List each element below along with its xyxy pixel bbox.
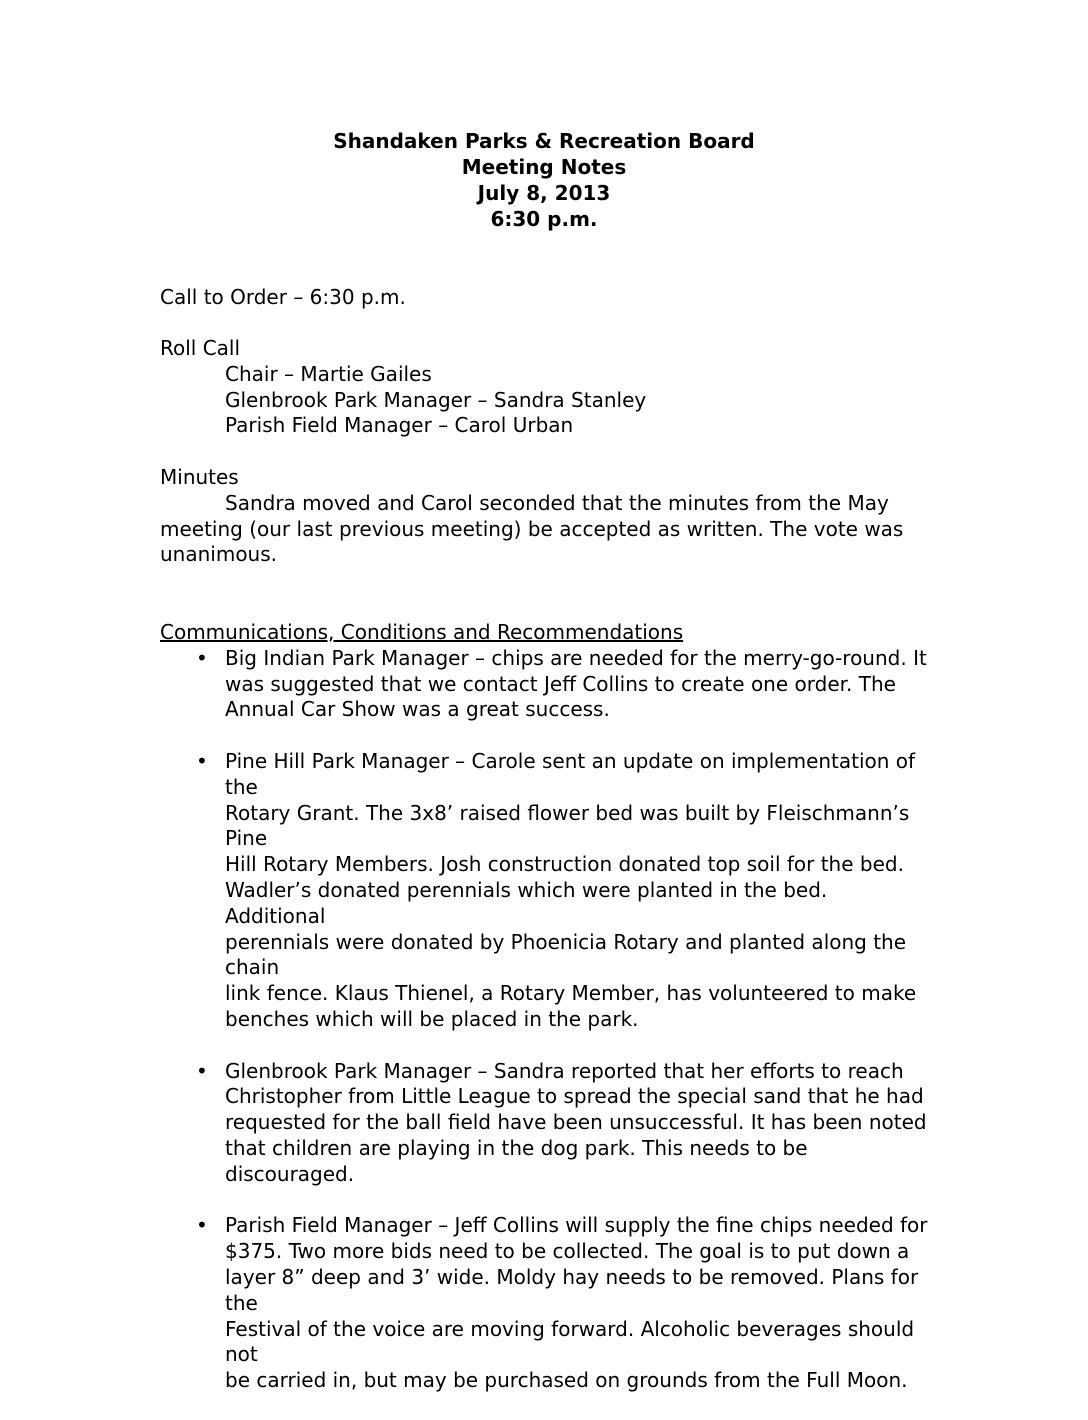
list-item	[160, 749, 930, 1033]
item-line: link fence. Klaus Thienel, a Rotary Member, has volunteered to make	[225, 981, 917, 1006]
minutes-section	[160, 465, 930, 568]
minutes-line: Sandra moved and Carol seconded that the minutes from the May	[225, 490, 889, 515]
document-title	[0, 128, 1088, 232]
minutes-line: meeting (our last previous meeting) be accepted as written. The vote was	[160, 516, 904, 541]
item-line: be carried in, but may be purchased on grounds from the Full Moon.	[225, 1368, 908, 1393]
communications-list	[160, 646, 930, 1394]
item-line: benches which will be placed in the park.	[225, 1006, 639, 1031]
minutes-heading: Minutes	[160, 465, 239, 489]
title-line-4: 6:30 p.m.	[490, 207, 598, 231]
item-line: was suggested that we contact Jeff Collins to create one order. The	[225, 671, 896, 696]
item-line: Christopher from Little League to spread the special sand that he had	[225, 1084, 924, 1109]
list-item	[160, 1059, 930, 1188]
bullet-icon: •	[196, 1058, 208, 1083]
item-line: Annual Car Show was a great success.	[225, 697, 610, 722]
item-line: Hill Rotary Members. Josh construction donated top soil for the bed.	[225, 852, 904, 877]
item-line: Big Indian Park Manager – chips are needed for the merry-go-round. It	[225, 645, 927, 670]
item-line: Wadler’s donated perennials which were planted in the bed. Additional	[225, 877, 828, 928]
minutes-line: unanimous.	[160, 542, 278, 567]
roll-call-section	[160, 336, 930, 439]
item-line: $375. Two more bids need to be collected. The goal is to put down a	[225, 1239, 910, 1264]
call-to-order: Call to Order – 6:30 p.m.	[160, 285, 406, 309]
item-line: that children are playing in the dog park. This needs to be discouraged.	[225, 1135, 808, 1186]
item-line: Parish Field Manager – Jeff Collins will supply the fine chips needed for	[225, 1213, 928, 1238]
roll-call-heading: Roll Call	[160, 336, 241, 360]
title-line-1: Shandaken Parks & Recreation Board	[333, 129, 755, 153]
roll-call-member: Glenbrook Park Manager – Sandra Stanley	[225, 387, 647, 412]
title-line-2: Meeting Notes	[461, 155, 627, 179]
item-line: Festival of the voice are moving forward. Alcoholic beverages should not	[225, 1316, 915, 1367]
list-item	[160, 1213, 930, 1394]
item-line: perennials were donated by Phoenicia Rotary and planted along the chain	[225, 929, 907, 980]
item-line: requested for the ball field have been unsuccessful. It has been noted	[225, 1110, 927, 1135]
communications-heading: Communications, Conditions and Recommendations	[160, 620, 684, 644]
item-line: layer 8” deep and 3’ wide. Moldy hay needs to be removed. Plans for the	[225, 1264, 919, 1315]
item-line: Pine Hill Park Manager – Carole sent an update on implementation of the	[225, 748, 916, 799]
roll-call-member: Chair – Martie Gailes	[225, 361, 432, 386]
bullet-icon: •	[196, 645, 208, 670]
title-line-3: July 8, 2013	[477, 181, 611, 205]
item-line: Rotary Grant. The 3x8’ raised flower bed was built by Fleischmann’s Pine	[225, 800, 910, 851]
bullet-icon: •	[196, 1213, 208, 1238]
item-line: Glenbrook Park Manager – Sandra reported that her efforts to reach	[225, 1058, 904, 1083]
roll-call-member: Parish Field Manager – Carol Urban	[225, 413, 574, 438]
communications-section	[160, 620, 930, 1420]
list-item	[160, 646, 930, 723]
bullet-icon: •	[196, 748, 208, 773]
